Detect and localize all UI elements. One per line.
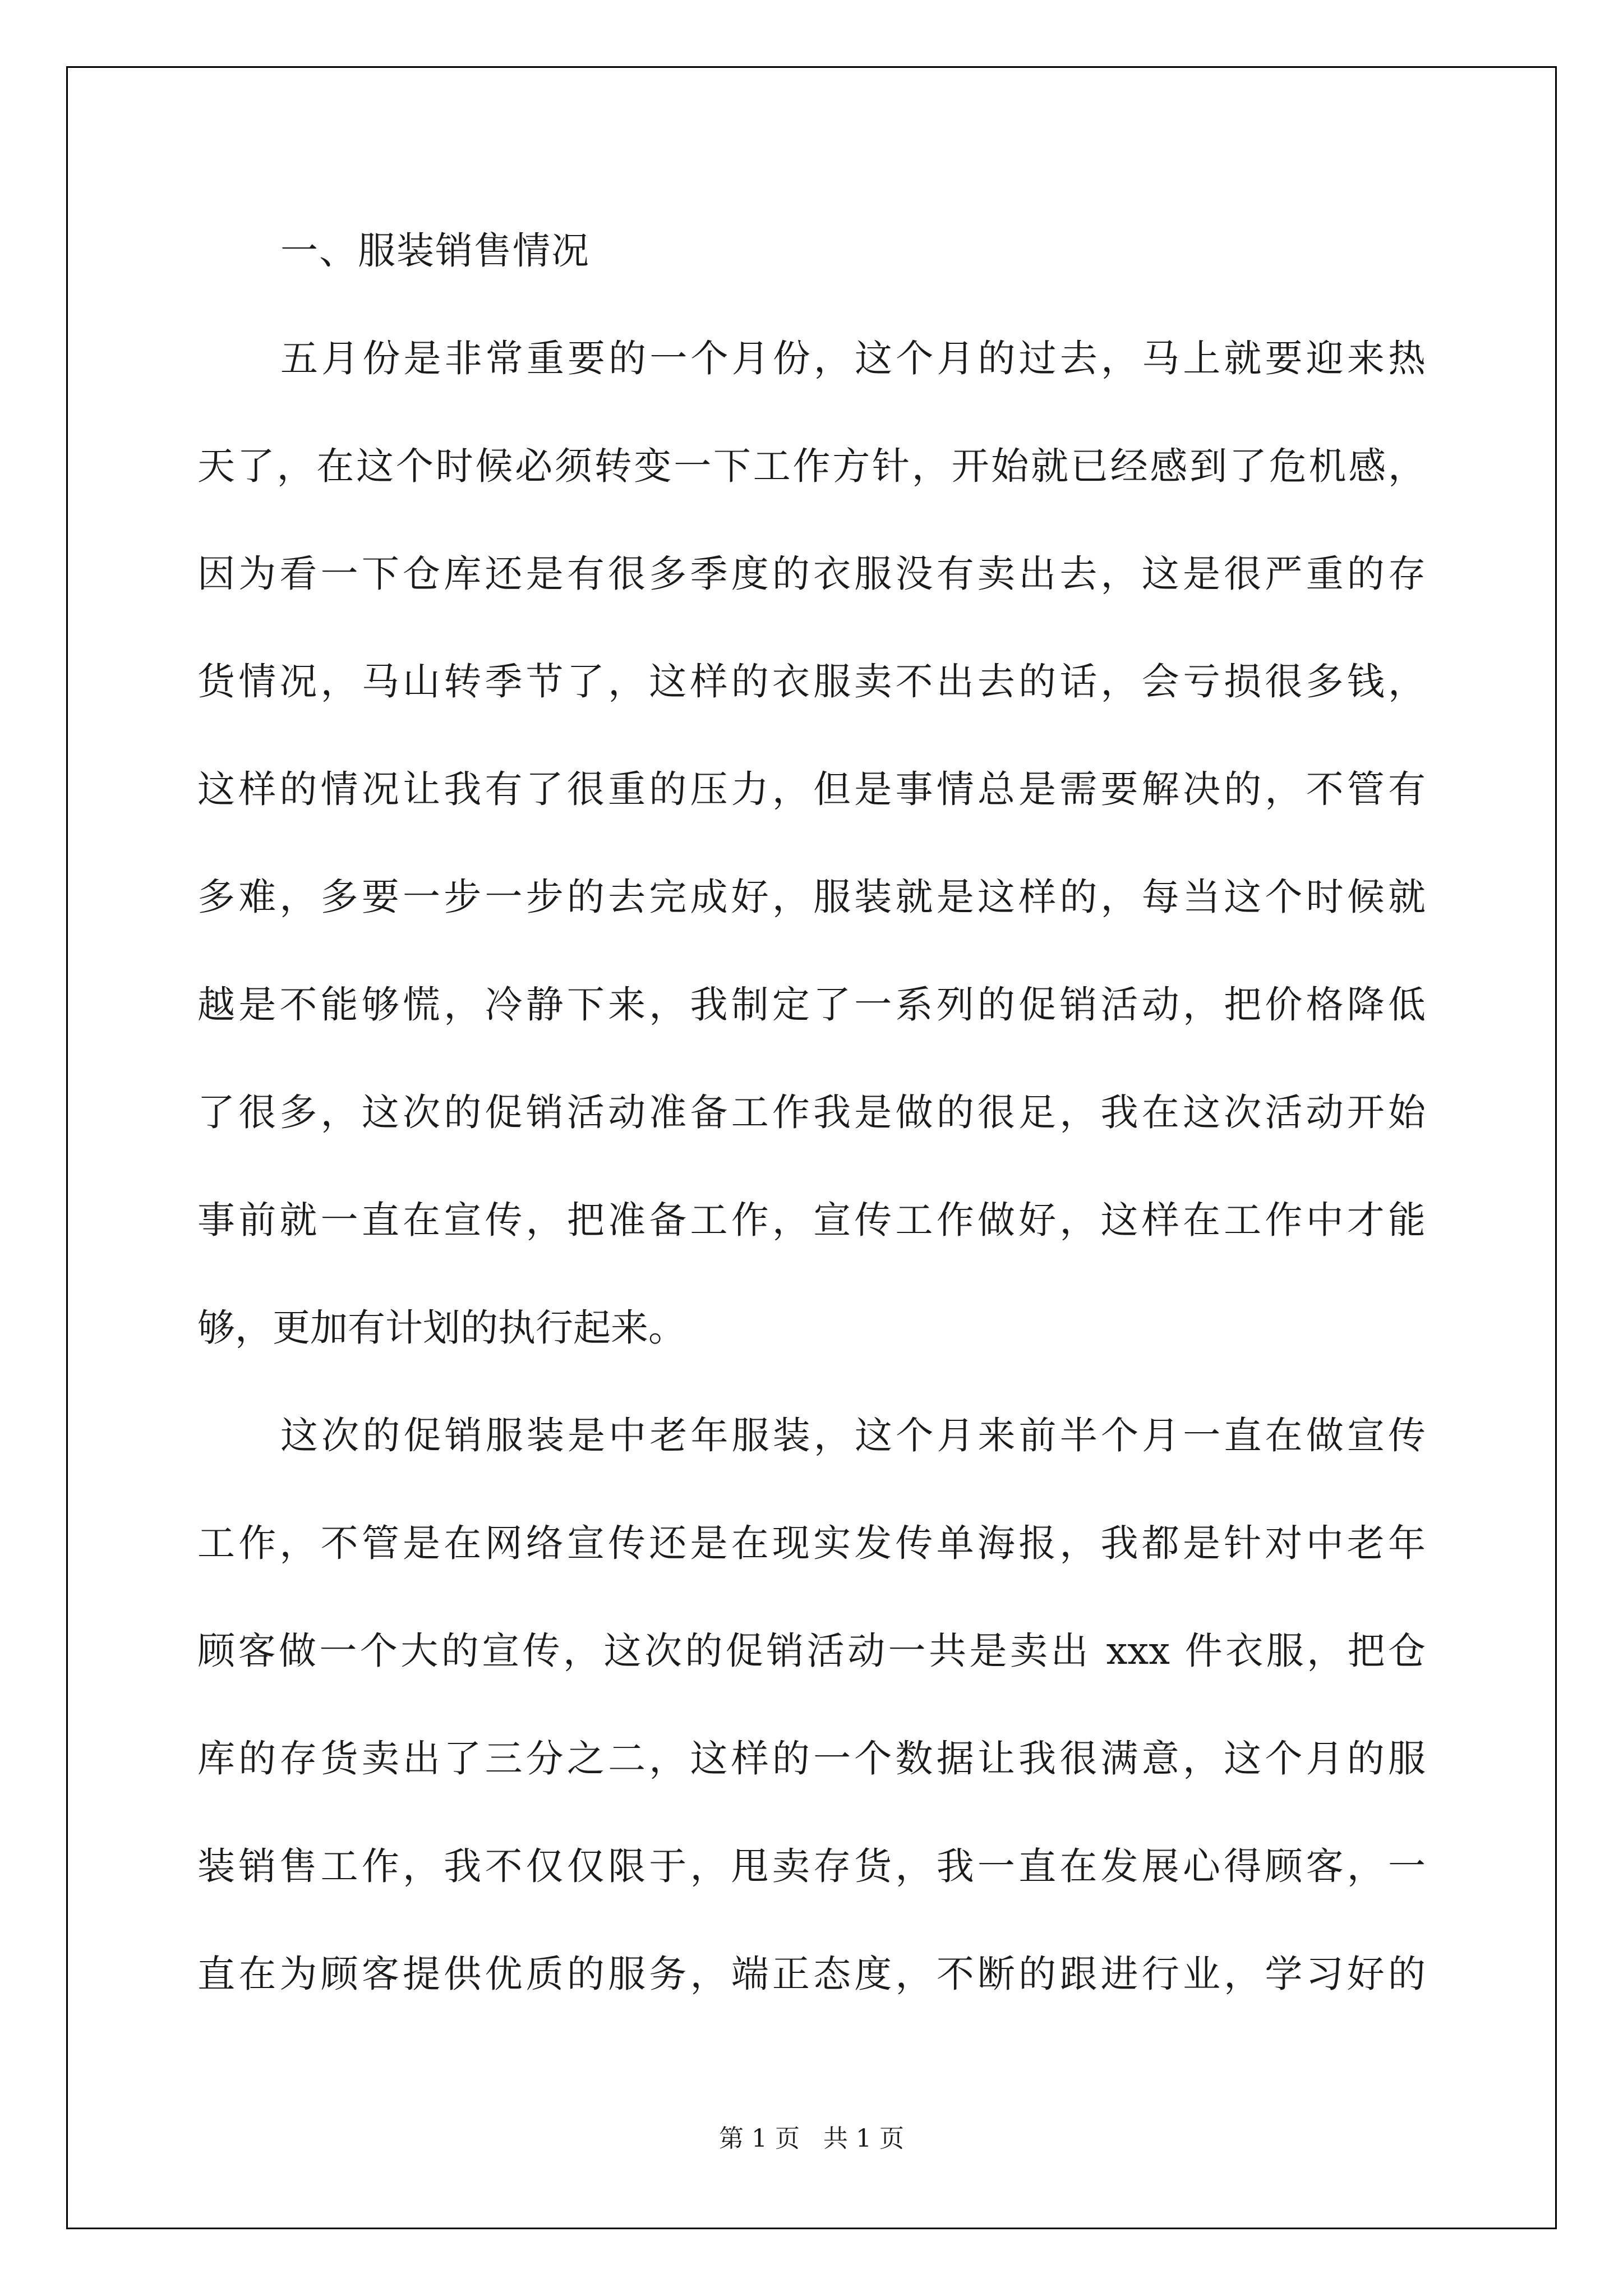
paragraph-line: 够，更加有计划的执行起来。 bbox=[197, 1306, 686, 1350]
paragraph-line: 工作，不管是在网络宣传还是在现实发传单海报，我都是针对中老年 bbox=[197, 1521, 1426, 1565]
paragraph-line: 了很多，这次的促销活动准备工作我是做的很足，我在这次活动开始 bbox=[197, 1091, 1426, 1134]
paragraph-line: 直在为顾客提供优质的服务，端正态度，不断的跟进行业，学习好的 bbox=[197, 1952, 1426, 1996]
paragraph-line: 五月份是非常重要的一个月份，这个月的过去，马上就要迎来热 bbox=[280, 337, 1426, 380]
page-footer: 第 1 页 共 1 页 bbox=[719, 2124, 904, 2153]
paragraph-line: 顾客做一个大的宣传，这次的促销活动一共是卖出 xxx 件衣服，把仓 bbox=[197, 1629, 1426, 1673]
paragraph-line: 天了，在这个时候必须转变一下工作方针，开始就已经感到了危机感， bbox=[197, 444, 1426, 488]
paragraph-line: 这样的情况让我有了很重的压力，但是事情总是需要解决的，不管有 bbox=[197, 767, 1426, 811]
paragraph-line: 越是不能够慌，冷静下来，我制定了一系列的促销活动，把价格降低 bbox=[197, 983, 1426, 1027]
page-border bbox=[66, 66, 1557, 2229]
paragraph-line: 这次的促销服装是中老年服装，这个月来前半个月一直在做宣传 bbox=[280, 1414, 1426, 1457]
paragraph-line: 装销售工作，我不仅仅限于，甩卖存货，我一直在发展心得顾客，一 bbox=[197, 1844, 1426, 1888]
paragraph-line: 事前就一直在宣传，把准备工作，宣传工作做好，这样在工作中才能 bbox=[197, 1198, 1426, 1242]
paragraph-line: 多难，多要一步一步的去完成好，服装就是这样的，每当这个时候就 bbox=[197, 875, 1426, 919]
paragraph-line: 因为看一下仓库还是有很多季度的衣服没有卖出去，这是很严重的存 bbox=[197, 552, 1426, 596]
paragraph-line: 库的存货卖出了三分之二，这样的一个数据让我很满意，这个月的服 bbox=[197, 1737, 1426, 1780]
section-heading: 一、服装销售情况 bbox=[280, 229, 590, 273]
paragraph-line: 货情况，马山转季节了，这样的衣服卖不出去的话，会亏损很多钱， bbox=[197, 660, 1426, 703]
